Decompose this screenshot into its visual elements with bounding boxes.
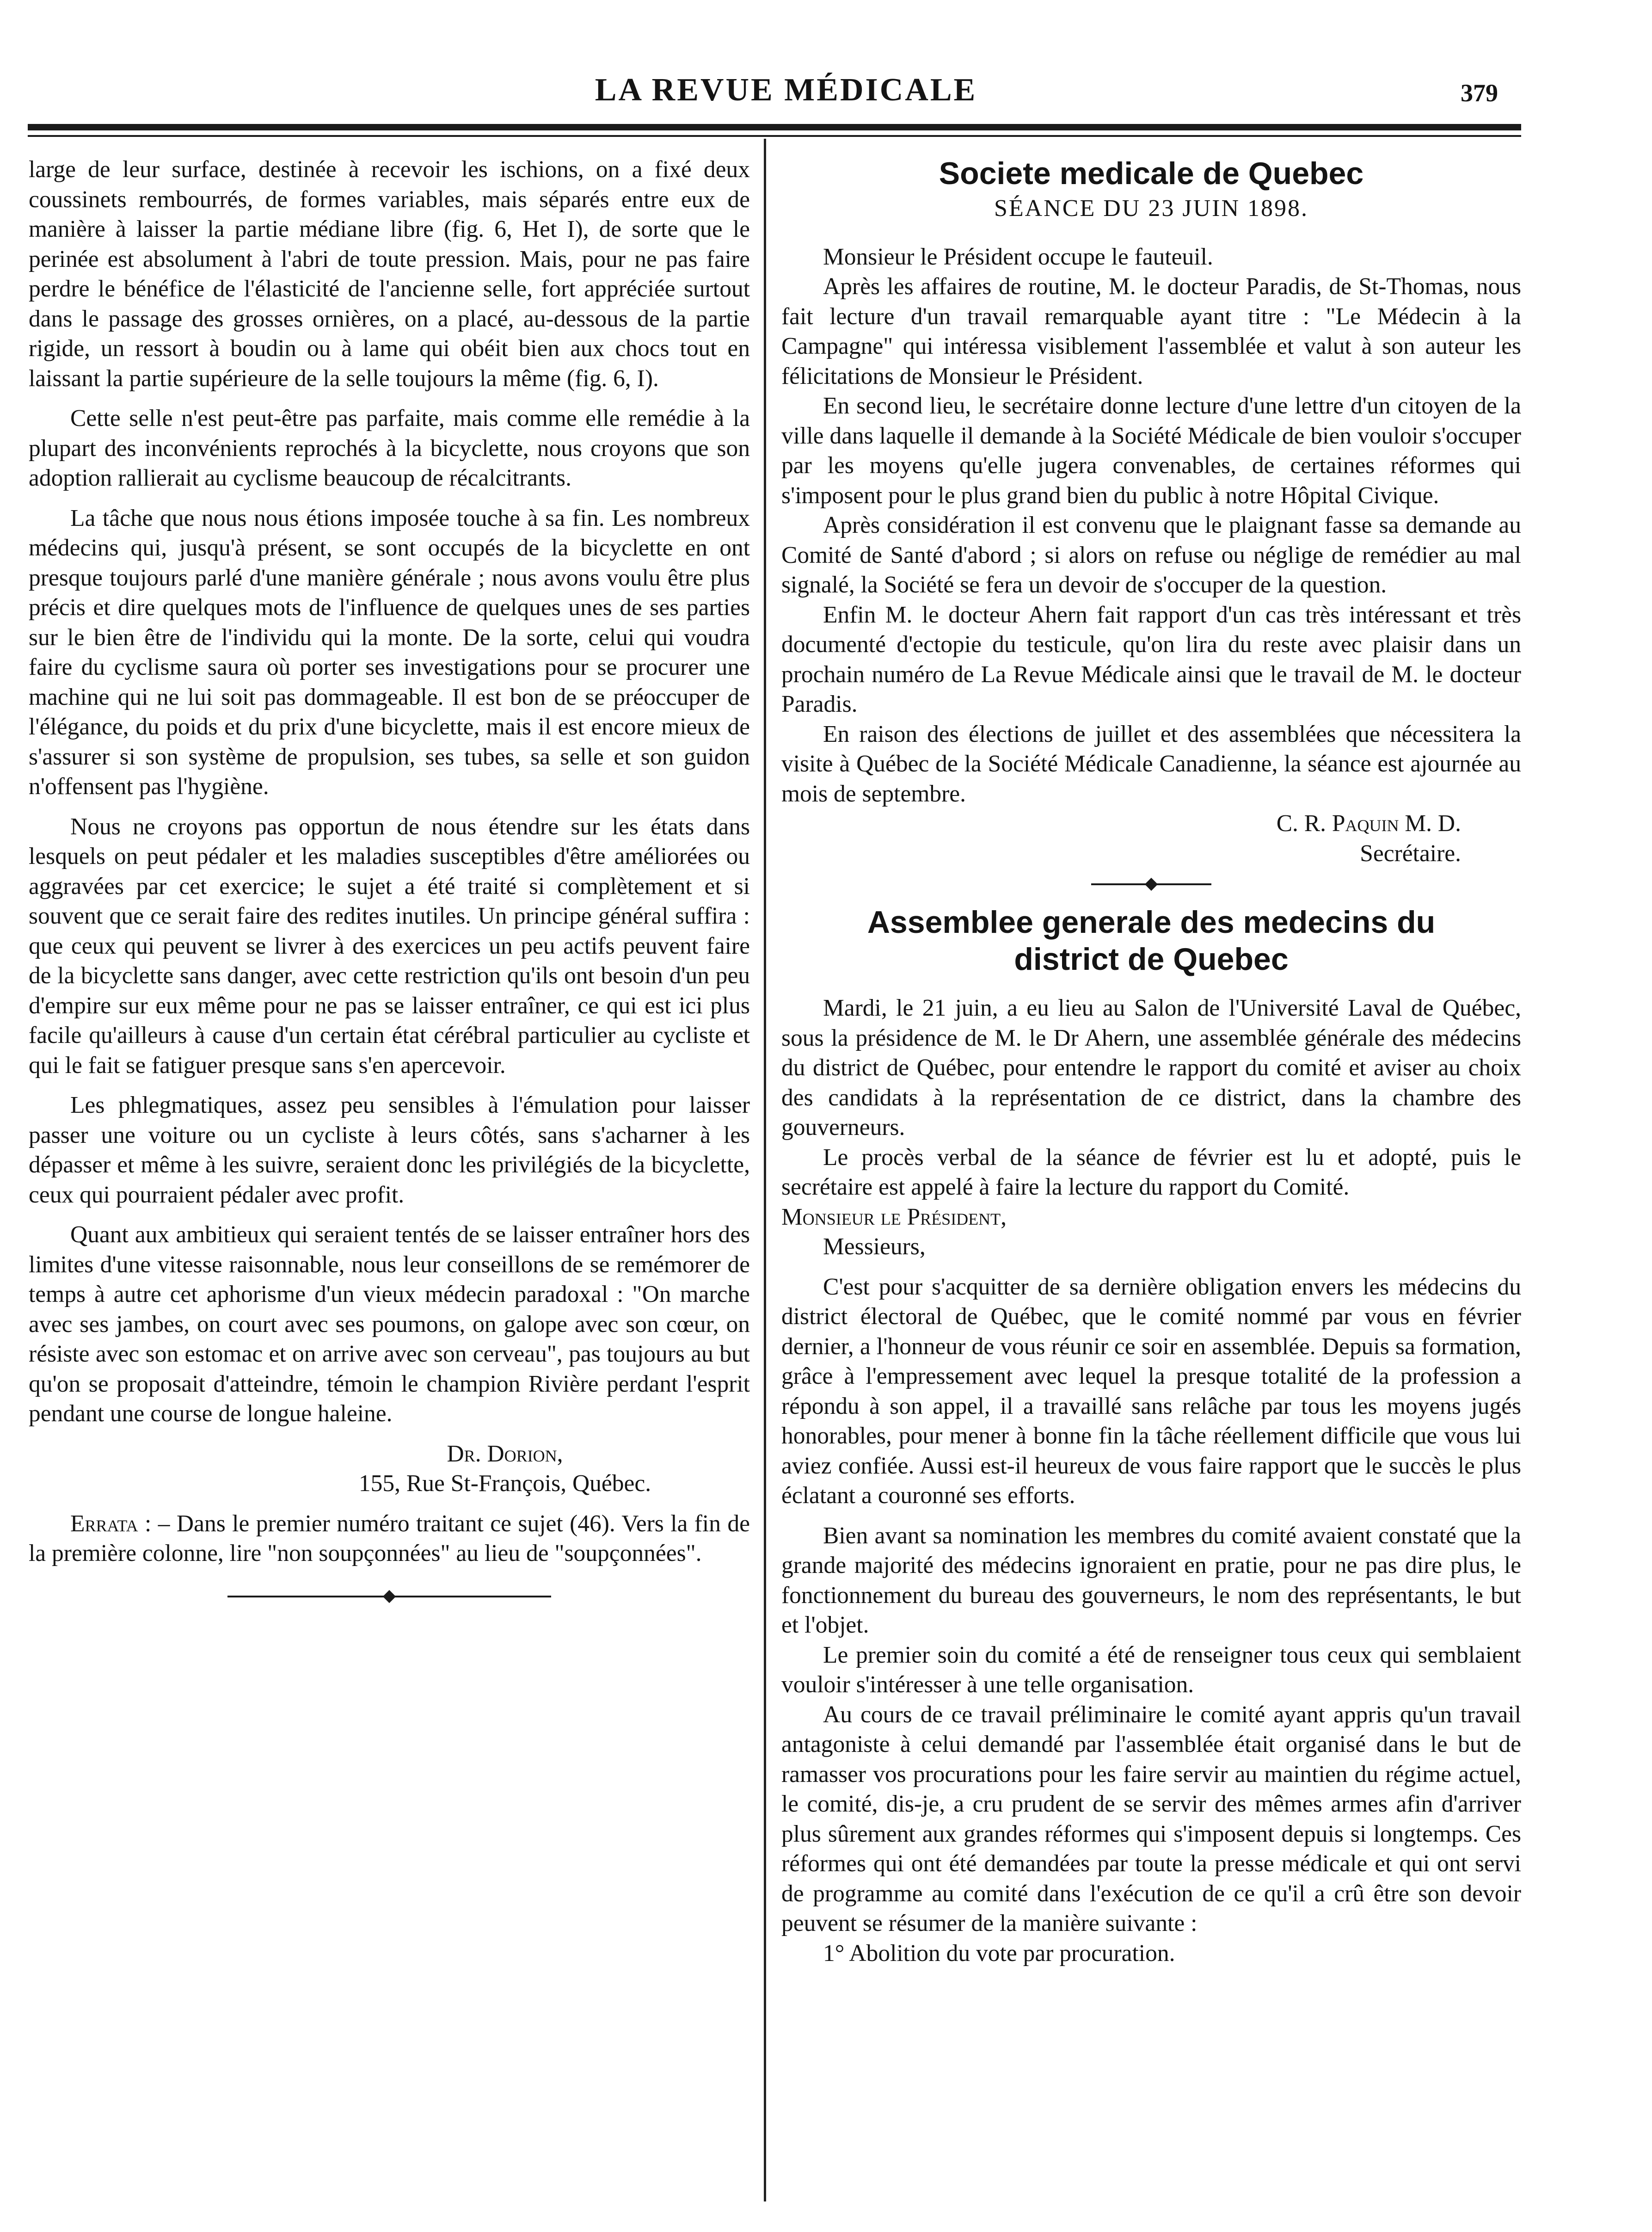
errata-text: – Dans le premier numéro traitant ce sujet (46). Vers la fin de la première colonne, lire "non soupçonnées" au lieu de "soupçonnées". [29, 1510, 750, 1566]
paragraph: Après considération il est convenu que le plaignant fasse sa demande au Comité de Santé d'abord ; si alors on refuse ou néglige de remédier au mal signalé, la Société se fera un devoir de s'occuper de la question. [781, 512, 1521, 598]
errata-label: Errata : [70, 1510, 152, 1537]
errata [29, 1509, 750, 1569]
secretary-signature [781, 809, 1521, 869]
paragraph: La tâche que nous nous étions imposée touche à sa fin. Les nombreux médecins qui, jusqu'à présent, se sont occupés de la bicyclette en ont presque toujours parlé d'une manière générale ; nous avons voulu être plus précis et dire quelques mots de l'influence de quelques unes de ses parties sur le bien être de l'individu qui la monte. De la sorte, celui qui voudra faire du cyclisme saura où porter ses investigations pour se procurer une machine qui ne lui soit pas dommageable. Il est bon de se préoccuper de l'élégance, du poids et du prix d'une bicyclette, mais il est encore mieux de s'assurer si son système de propulsion, ses tubes, sa selle et son guidon n'offensent pas l'hygiène. [29, 505, 750, 800]
list-item: 1° Abolition du vote par procuration. [823, 1940, 1175, 1967]
salutation: Monsieur le Président, [781, 1203, 1007, 1230]
section-divider [227, 1591, 551, 1602]
section-divider [1091, 879, 1211, 890]
report-paragraph: Au cours de ce travail préliminaire le comité ayant appris qu'un travail antagoniste à celui demandé par l'assemblée était organisé dans le but de ramasser vos procurations pour les faire servir au maintien du régime actuel, le comité, dis-je, a cru prudent de se servir des mêmes armes afin d'arriver plus sûrement aux grandes réformes qui s'imposent depuis si longtemps. Ces réformes qui ont été demandées par toute la presse médicale et qui ont servi de programme au comité dans l'exécution de ce qu'il a crû être son devoir peuvent se résumer de la manière suivante : [781, 1701, 1521, 1936]
paragraph: Quant aux ambitieux qui seraient tentés de se laisser entraîner hors des limites d'une vitesse raisonnable, nous leur conseillons de se remémorer de temps à autre cet aphorisme d'un vieux médecin paradoxal : "On marche avec ses jambes, on court avec ses poumons, on galope avec son cœur, on résiste avec son estomac et on arrive avec son cerveau", pas toujours au but qu'on se proposait d'atteindre, témoin le champion Rivière perdant l'esprit pendant une course de longue haleine. [29, 1221, 750, 1427]
paragraph: Enfin M. le docteur Ahern fait rapport d'un cas très intéressant et très documenté d'ectopie du testicule, qu'on lira du reste avec plaisir dans un prochain numéro de La Revue Médicale ainsi que le travail de M. le docteur Paradis. [781, 601, 1521, 717]
report-paragraph: Bien avant sa nomination les membres du comité avaient constaté que la grande majorité des médecins ignoraient en pratie, pour ne pas dire plus, le fonctionnement du bureau des gouverneurs, le nom des représentants, le but et l'objet. [781, 1522, 1521, 1638]
paragraph: Le procès verbal de la séance de février est lu et adopté, puis le secrétaire est appelé à faire la lecture du rapport du Comité. [781, 1144, 1521, 1200]
running-head: LA REVUE MÉDICALE [595, 72, 977, 108]
paragraph: Nous ne croyons pas opportun de nous étendre sur les états dans lesquels on peut pédaler et les maladies susceptibles d'être améliorées ou aggravées par cet exercice; le sujet a été traité si complètement et si souvent que ce serait faire des redites inutiles. Un principe général suffira : que ceux qui peuvent se livrer à des exercices un peu actifs peuvent faire de la bicyclette sans danger, avec cette restriction qu'ils ont besoin d'un peu d'empire sur eux même pour ne pas se laisser entraîner, ce qui est ici plus facile qu'ailleurs à cause d'un certain état cérébral particulier au cycliste et qui le fait se fatiguer presque sans s'en apercevoir. [29, 813, 750, 1079]
report-paragraph: C'est pour s'acquitter de sa dernière obligation envers les médecins du district électoral de Québec, que le comité nommé par vous en février dernier, a l'honneur de vous réunir ce soir en assemblée. Depuis sa formation, grâce à l'empressement avec lequel la presque totalité de la profession a répondu à son appel, il a travaillé sans relâche par tous les moyens jugés honorables, pour mener à bonne fin la tâche réellement difficile que vous lui aviez confiée. Aussi est-il heureux de vous faire rapport que le succès le plus éclatant a couronné ses efforts. [781, 1273, 1521, 1509]
page-number: 379 [1461, 79, 1498, 107]
paragraph: En second lieu, le secrétaire donne lecture d'une lettre d'un citoyen de la ville dans laquelle il demande à la Société Médicale de bien vouloir s'occuper par les moyens qu'elle jugera convenables, de certaines réformes qui s'imposent pour le plus grand bien du public à notre Hôpital Civique. [781, 393, 1521, 509]
paragraph: Cette selle n'est peut-être pas parfaite, mais comme elle remédie à la plupart des inconvénients reprochés à la bicyclette, nous croyons que son adoption rallierait au cyclisme beaucoup de récalcitrants. [29, 405, 750, 491]
paragraph: large de leur surface, destinée à recevoir les ischions, on a fixé deux coussinets rembourrés, de formes variables, mais séparés entre eux de manière à laisser la partie médiane libre (fig. 6, Het I), de sorte que le perinée est absolument à l'abri de toute pression. Mais, pour ne pas faire perdre le bénéfice de l'élasticité de l'ancienne selle, fort appréciée surtout dans le passage des grosses ornières, on a placé, au-dessous de la partie rigide, un ressort à boudin ou à lame qui obéit bien aux chocs tout en laissant la partie supérieure de la selle toujours la même (fig. 6, I). [29, 156, 750, 392]
secretary-name: C. R. Paquin M. D. [1276, 810, 1461, 837]
left-column [29, 155, 750, 1624]
section-subtitle-seance: SÉANCE DU 23 JUIN 1898. [994, 195, 1308, 222]
right-column [781, 155, 1521, 1968]
paragraph: Monsieur le Président occupe le fauteuil. [823, 243, 1213, 270]
signature-address: 155, Rue St-François, Québec. [358, 1470, 651, 1497]
column-divider [764, 139, 766, 2201]
header-rule-thick [28, 124, 1521, 130]
paragraph: Les phlegmatiques, assez peu sensibles à l'émulation pour laisser passer une voiture ou un cycliste à leurs côtés, sans s'acharner à les dépasser et même à les suivre, seraient donc les privilégiés de la bicyclette, ceux qui pourraient pédaler avec profit. [29, 1092, 750, 1208]
section-title-societe: Societe medicale de Quebec [939, 156, 1364, 191]
messieurs: Messieurs, [823, 1233, 926, 1260]
paragraph: Mardi, le 21 juin, a eu lieu au Salon de l'Université Laval de Québec, sous la présidence de M. le Dr Ahern, une assemblée générale des médecins du district de Québec, pour entendre le rapport du comité et aviser au choix des candidats à la représentation de ce district, dans la chambre des gouverneurs. [781, 995, 1521, 1141]
section-title-assemblee-line2: district de Quebec [1014, 942, 1289, 977]
report-paragraph: Le premier soin du comité a été de renseigner tous ceux qui semblaient vouloir s'intéresser à une telle organisation. [781, 1641, 1521, 1698]
header-rule-thin [28, 135, 1521, 137]
paragraph: En raison des élections de juillet et des assemblées que nécessitera la visite à Québec de la Société Médicale Canadienne, la séance est ajournée au mois de septembre. [781, 721, 1521, 807]
section-title-assemblee-line1: Assemblee generale des medecins du [867, 905, 1436, 940]
signature-name: Dr. Dorion, [447, 1440, 563, 1467]
paragraph: Après les affaires de routine, M. le docteur Paradis, de St-Thomas, nous fait lecture d'un travail remarquable ayant titre : "Le Médecin à la Campagne" qui intéressa visiblement l'assemblée et valut à son auteur les félicitations de Monsieur le Président. [781, 273, 1521, 389]
secretary-role: Secrétaire. [1360, 840, 1461, 867]
